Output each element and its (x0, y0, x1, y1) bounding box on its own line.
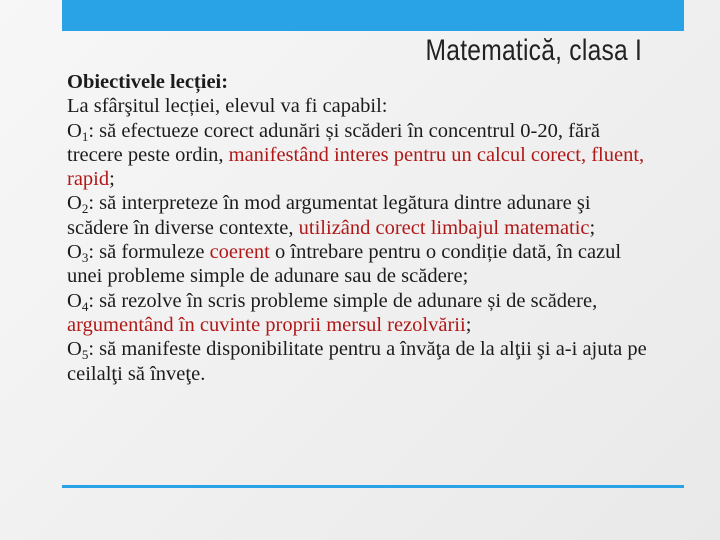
objective-label: O (67, 241, 82, 264)
objective-label: O (67, 119, 82, 142)
objective-number: 2 (81, 201, 89, 217)
objective-number: 4 (81, 298, 89, 314)
objective-text: : să interpreteze în mod argumentat legătura dintre adunare şi scădere în diverse contexte, (67, 192, 591, 239)
objective-text: : să manifeste disponibilitate pentru a învăţa de la alţii şi a-i ajuta pe ceilalţi să înveţe (67, 338, 647, 385)
objective-tail: ; (109, 168, 115, 191)
objective-tail: ; (589, 216, 596, 239)
slide-title: Matematică, clasa I (425, 34, 642, 67)
objective-tail: ; (465, 313, 472, 336)
intro-text: La sfârşitul lecției, elevul va fi capabil: (67, 95, 388, 118)
slide-content (67, 70, 657, 386)
objectives-heading: Obiectivele lecției: (67, 71, 229, 93)
objective-text: : să efectueze corect adunări și scăderi în concentrul 0-20, fără trecere peste ordin, (67, 119, 600, 166)
objective-number: 5 (81, 347, 89, 363)
top-accent-bar (62, 0, 684, 31)
objective-label: O (67, 338, 82, 361)
objective-tail: o întrebare pentru o condiție dată, în cazul unei probleme simple de adunare sau de scădere; (67, 241, 622, 288)
objective-text: : să rezolve în scris probleme simple de adunare și de scădere, (88, 289, 598, 312)
objective-5 (67, 337, 657, 386)
objective-2 (67, 191, 657, 240)
objective-highlight: manifestând interes pentru un calcul corect, fluent, rapid (67, 143, 645, 191)
objective-text: : să formuleze (88, 241, 210, 264)
objective-1 (67, 119, 657, 192)
bottom-accent-line (62, 485, 684, 488)
objective-highlight: coerent (209, 241, 270, 264)
objective-number: 3 (81, 250, 89, 266)
objective-label: O (67, 289, 82, 312)
objective-tail: . (200, 362, 206, 385)
objective-3 (67, 240, 657, 289)
objective-highlight: utilizând corect limbajul matematic (298, 216, 590, 239)
objective-highlight: argumentând în cuvinte proprii mersul rezolvării (67, 313, 466, 336)
objective-4 (67, 289, 657, 338)
objective-number: 1 (81, 128, 89, 144)
objective-label: O (67, 192, 82, 215)
